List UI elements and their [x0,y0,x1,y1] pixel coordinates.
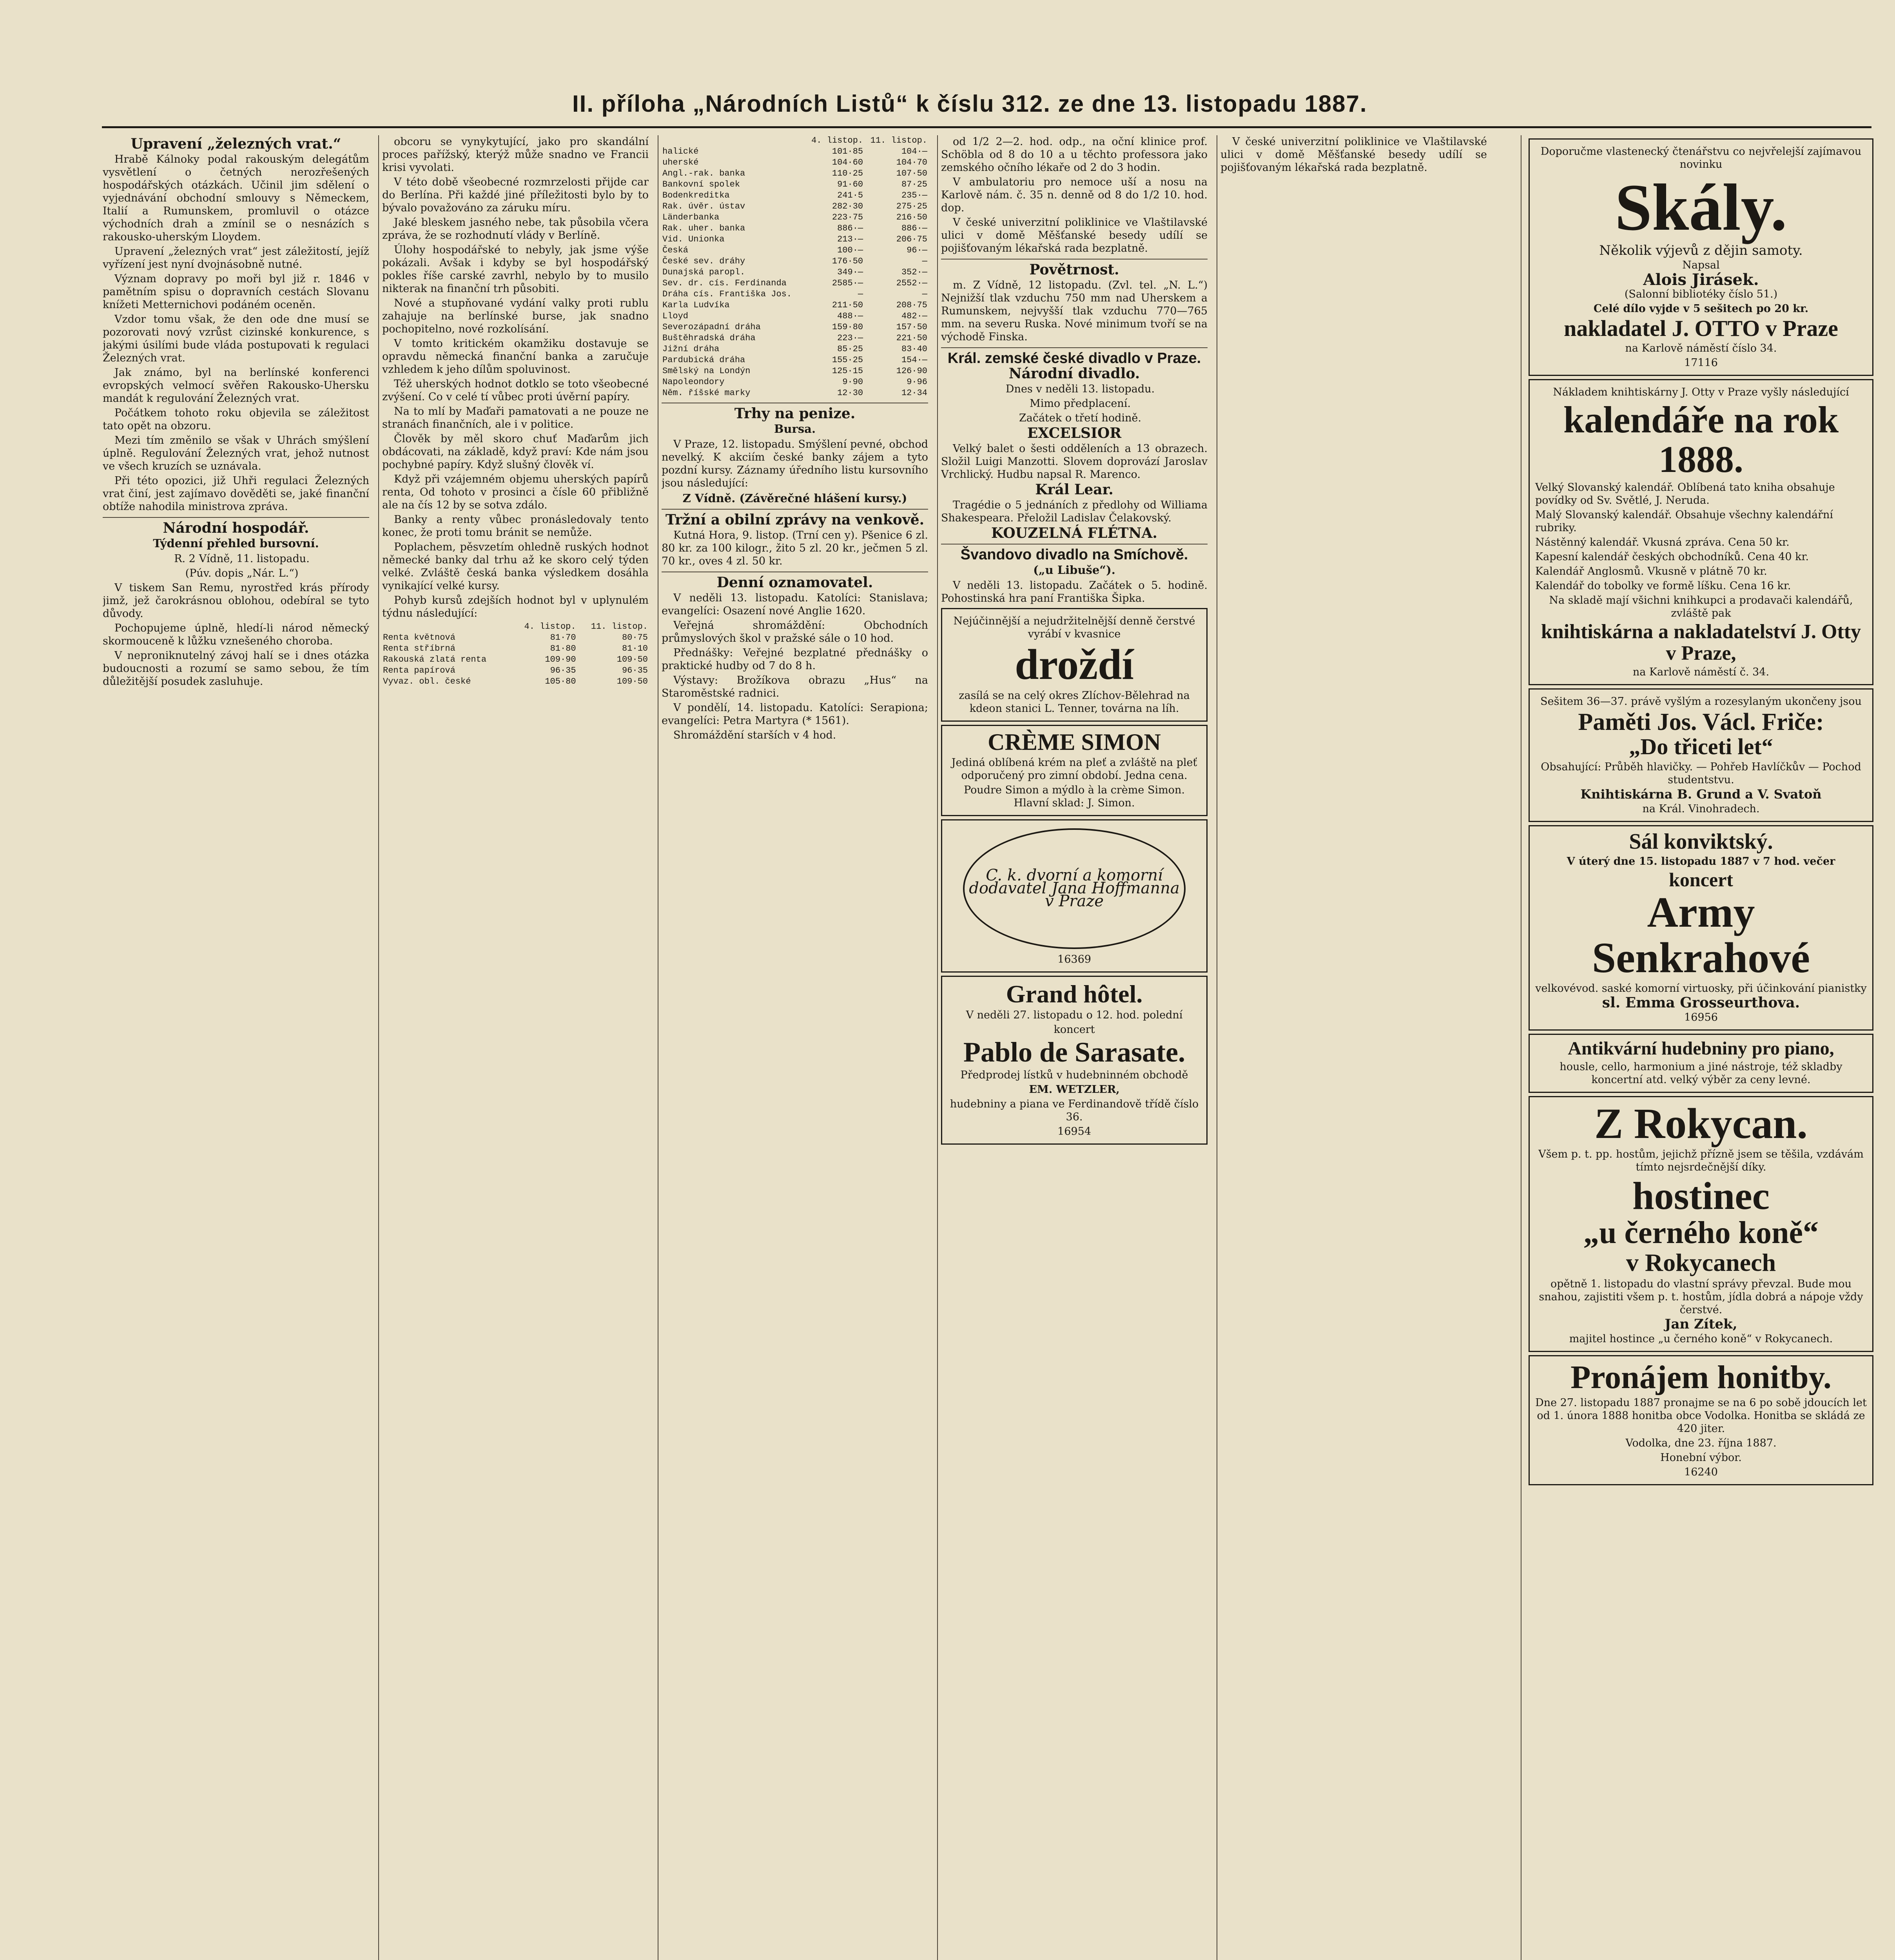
table-cell: 159·80 [832,322,863,332]
table-row [382,621,649,632]
table-cell: 100·— [837,245,863,255]
table-cell: Smělský na Londýn [662,366,751,376]
paragraph: Člověk by měl skoro chuť Maďarům jich obdácovati, na základě, když praví: Kde nám jsou pochybné papíry. Když slušný člověk ví. [382,433,649,471]
ad-note: Na skladě mají všichni knihkupci a prodavači kalendářů, zvláště pak [1549,594,1853,619]
ad-subtitle: koncert [1054,1023,1095,1036]
table-cell: Lloyd [662,311,689,321]
ad-grand-hotel [941,976,1208,1145]
ad-headline-2: hostinec [1632,1174,1770,1218]
table-cell: 235·— [901,191,927,200]
table-cell: 81·10 [622,644,648,653]
ad-headline: droždí [1015,641,1134,688]
table-row [662,256,928,267]
column-1 [103,135,369,1960]
table-cell: 85·25 [837,344,863,354]
paragraph: Při této opozici, již Uhři regulaci Železných vrat činí, jest zajímavo dověděti se, jaké finanční obtíže nahodila ministrova zpráva. [103,475,369,513]
stamp-text: C. k. dvorní a komorní dodavatel Jana Hoffmanna v Praze [969,866,1180,910]
paragraph: Velký balet o šesti odděleních a 13 obrazech. Složil Luigi Manzotti. Slovem doprovází Jaroslav Vrchlický. Hudbu napsal R. Marenco. [941,443,1208,481]
table-cell: Buštěhradská dráha [662,333,756,343]
ad-kalendare [1529,379,1873,685]
table-row [382,665,649,676]
ad-subtitle: „Do třiceti let“ [1629,734,1773,760]
ad-drozdi [941,608,1208,722]
column-5 [1220,135,1487,1960]
table-cell: Česká [662,245,689,255]
ad-headline: kalendáře na rok 1888. [1563,399,1839,481]
table-cell: 352·— [901,267,927,277]
separator [941,347,1208,348]
paragraph: Tragédie o 5 jednáních z předlohy od Williama Shakespeara. Přeložil Ladislav Čelakovský. [941,499,1208,524]
ad-artist: sl. Emma Grosseurthova. [1602,995,1800,1011]
table-cell: 206·75 [896,234,927,244]
ad-text: Jediná oblíbená krém na pleť a zvláště na pleť odporučený pro zimní období. Jedna cena. [951,756,1197,782]
paragraph: V neděli 13. listopadu. Začátek o 5. hodině. Pohostinská hra paní Františka Šipka. [941,579,1208,604]
paragraph: Úlohy hospodářské to nebyly, jak jsme výše pokázali. Avšak i kdyby se byl hospodářský pokles říše carské zavrhl, nebylo by to musilo nikterak na finanční trh působiti. [382,244,649,295]
table-cell: 9·96 [907,377,927,387]
column-divider [937,135,938,1960]
table-cell: Renta papírová [383,666,455,675]
table-row [662,146,928,157]
ad-address: na Karlově náměstí číslo 34. [1625,342,1777,355]
table-cell: Napoleondory [662,377,725,387]
table-cell: 211·50 [832,300,863,310]
table-cell: 221·50 [896,333,927,343]
table-row [662,190,928,201]
separator [941,259,1208,260]
masthead-rule [102,126,1871,128]
table-cell: 91·60 [837,180,863,189]
ad-item: Kapesní kalendář českých obchodníků. Cena 40 kr. [1535,550,1809,563]
table-cell: — [858,289,863,299]
column-divider [378,135,379,1960]
ad-address: hudebniny a piana ve Ferdinandově třídě číslo 36. [950,1098,1199,1123]
paragraph: Shromáždění starších v 4 hod. [673,729,836,741]
ad-name: Jan Zítek, [1665,1316,1737,1332]
table-row [662,245,928,256]
table-cell: 157·50 [896,322,927,332]
table-cell: 83·40 [901,344,927,354]
ad-number: 16369 [1057,953,1091,965]
ad-number: 16240 [1684,1466,1718,1478]
table-cell: Bodenkreditka [662,191,730,200]
table-row [662,157,928,168]
paragraph: Přednášky: Veřejné bezplatné přednášky o praktické hudby od 7 do 8 h. [662,647,928,672]
ad-author-label: Napsal [1682,259,1720,271]
table-cell: Dunajská paropl. [662,267,745,277]
ad-headline: Skály. [1615,171,1787,244]
table-cell: 101·85 [832,147,863,156]
table-cell: 213·— [837,234,863,244]
paragraph: Banky a renty vůbec pronásledovaly tento konec, že proti tomu bránit se nemůže. [382,514,649,539]
table-cell: halické [662,147,699,156]
paragraph: V tiskem San Remu, nyrostřed krás přírody jimž, jež čarokrásnou oblohou, odebíral se tyto důvody. [103,582,369,620]
table-cell: Pardubická dráha [662,355,745,365]
table-cell [662,135,805,146]
ad-senkrah [1529,825,1873,1031]
paragraph: Veřejná shromáždění: Obchodních průmyslových škol v pražské sále o 10 hod. [662,619,928,644]
table-row [382,654,649,665]
paragraph: Poplachem, pěsvzetím ohledně ruských hodnot německé banky dal trhu až ke skoro celý týden velké. Zvláště česká banka výsledkem dosáhla vynikající velké kursy. [382,541,649,592]
ad-text: Všem p. t. pp. hostům, jejichž přízně jsem se těšila, vzdávám tímto nejsrdečnější díky. [1538,1148,1864,1174]
ad-antikvarni [1529,1034,1873,1093]
ad-honitba [1529,1355,1873,1485]
table-cell: Vid. Unionka [662,234,725,244]
paragraph: Hrabě Kálnoky podal rakouským delegátům vysvětlení o četných nerozřešených hospodářských otázkách. Učinil jim sdělení o vyjednávání obchodní smlouvy s Německem, Italií a Rumunskem, promluvil o otázce východních drah a zmínil se o nesnázích s rakousko-uherským Lloydem. [103,153,369,243]
table-cell: 482·— [901,311,927,321]
ad-venue: Sál konviktský. [1629,829,1773,854]
paragraph: Když při vzájemném objemu uherských papírů renta, Od tohoto v prosinci a čísle 60 přibližně ale na čís 12 by se sotva zdálo. [382,473,649,511]
table-cell: 155·25 [832,355,863,365]
table-row [662,366,928,377]
table-cell: 2552·— [896,278,927,288]
table-row [662,377,928,388]
ad-subtitle: Několik výjevů z dějin samoty. [1599,242,1803,258]
table-cell: 11. listop. [870,136,927,145]
table-cell: Severozápadní dráha [662,322,761,332]
table-cell: 275·25 [896,201,927,211]
table-row [662,289,928,300]
rates-table [382,621,649,687]
paragraph: od 1/2 2—2. hod. odp., na oční klinice prof. Schöbla od 8 do 10 a u těchto professora jako zemského očního lékaře od 2 do 3 hodin. [941,136,1208,174]
ad-date: Vodolka, dne 23. října 1887. [1625,1437,1777,1449]
ad-number: 16956 [1684,1011,1718,1024]
ad-date: V neděli 27. listopadu o 12. hod. polední [966,1009,1183,1021]
ad-city: v Rokycanech [1626,1249,1776,1277]
table-row [662,333,928,344]
ad-creme-simon [941,725,1208,816]
table-row [662,179,928,190]
paragraph: V Praze, 12. listopadu. Smýšlení pevné, obchod nevelký. K akciím české banky zájem a tyto pozdní kursy. Záznamy úředního listu kursovního jsou následující: [662,438,928,489]
ad-publisher: nakladatel J. OTTO v Praze [1564,315,1838,341]
table-cell: 107·50 [896,169,927,178]
ad-text: housle, cello, harmonium a jiné nástroje, též skladby koncertní atd. velký výběr za ceny levné. [1560,1060,1842,1086]
table-cell: Vyvaz. obl. české [383,677,471,686]
table-cell: Länderbanka [662,212,720,222]
section-title: Povětrnost. [1029,261,1119,278]
ad-headline: Pronájem honitby. [1570,1359,1832,1396]
paragraph: Vzdor tomu však, že den ode dne musí se pozorovati nový vzrůst cizinské konkurence, s jakými úsilími bude vláda postupovati k regulaci Železných vrat. [103,313,369,364]
section-title: Národní hospodář. [163,520,309,536]
paragraph: V neproniknutelný závoj halí se i dnes otázka budoucnosti a rozumí se samo sebou, že tím důležitější posudek zasluhuje. [103,650,369,688]
masthead: II. příloha „Národních Listů“ k číslu 312. ze dne 13. listopadu 1887. [572,91,1367,117]
ad-agent: EM. WETZLER, [1029,1083,1120,1096]
table-cell: 12·34 [901,388,927,398]
table-row [662,300,928,311]
separator [662,509,928,510]
table-cell: 154·— [901,355,927,365]
table-cell: 12·30 [837,388,863,398]
column-2 [382,135,649,1960]
table-cell: — [922,289,927,299]
ad-text: Dne 27. listopadu 1887 pronajme se na 6 po sobě jdoucích let od 1. února 1888 honitba obce Vodolka. Honitba se skládá ze 420 jiter. [1535,1396,1867,1435]
paragraph: Též uherských hodnot dotklo se toto všeobecné zvýšení. Co v celé tí vůbec proti úvěrní papíry. [382,378,649,403]
table-cell: 11. listop. [591,622,648,632]
paragraph: obcoru se vynykytující, jako pro skandální proces pařížský, kterýž může snadno ve Francii krisi vyvolati. [382,136,649,174]
paragraph: Jaké bleskem jasného nebe, tak působila včera zpráva, že se rozhodnutí vlády v Berlíně. [382,216,649,241]
paragraph: V této době všeobecné rozmrzelosti přijde car do Berlína. Při každé jiné příležitosti bylo by to bývalo považováno za záruku míru. [382,176,649,214]
paragraph: Kutná Hora, 9. listop. (Trní cen y). Pšenice 6 zl. 80 kr. za 100 kilogr., žito 5 zl. 20 kr., ječmen 5 zl. 70 kr., oves 4 zl. 50 kr. [662,529,928,567]
ad-frice [1529,688,1873,822]
table-cell: Rakouská zlatá renta [383,655,487,664]
date-line: Dnes v neděli 13. listopadu. [1005,383,1155,395]
ad-headline: Grand hôtel. [1006,980,1143,1008]
paragraph: m. Z Vídně, 12 listopadu. (Zvl. tel. „N. L.“) Nejnižší tlak vzduchu 750 mm nad Uherskem a Rumunskem, nejvyšší tlak vzduchu 770—765 mm. na severu Ruska. Nové minimum tvoří se na východě Finska. [941,279,1208,343]
ad-intro: Doporučme vlastenecký čtenářstvu co nejvřelejší zajímavou novinku [1540,145,1862,171]
table-cell: Bankovní spolek [662,180,740,189]
ad-role: majitel hostince „u černého koně“ v Rokycanech. [1569,1332,1833,1345]
ad-note: (Salonní bibliotéky číslo 51.) [1624,288,1778,300]
table-cell: 208·75 [896,300,927,310]
table-cell: 488·— [837,311,863,321]
paragraph: V tomto kritickém okamžiku dostavuje se opravdu německá finanční banka a zaručuje vzhledem k jeho dílům spoluvinost. [382,338,649,376]
table-row [382,643,649,654]
ad-title: Nejúčinnější a nejudržitelnější denně čerstvé vyrábí v kvasnice [953,615,1195,640]
table-cell: 126·90 [896,366,927,376]
table-cell: 223·— [837,333,863,343]
table-row [662,223,928,234]
table-cell: 176·50 [832,256,863,266]
table-row [382,676,649,687]
table-cell: České sev. dráhy [662,256,745,266]
table-cell: 282·30 [832,201,863,211]
article-title: Upravení „železných vrat.“ [131,136,341,152]
ad-date: V úterý dne 15. listopadu 1887 v 7 hod. večer [1567,855,1835,867]
ad-text: Poudre Simon a mýdlo à la crème Simon. Hlavní sklad: J. Simon. [964,784,1185,809]
paragraph: Jak známo, byl na berlínské konferenci evropských velmocí svěřen Rakousko-Uhersku mandát k regulování Železných vrat. [103,367,369,405]
ad-item: Kalendář do tobolky ve formě líšku. Cena 16 kr. [1535,579,1791,592]
ad-headline: CRÈME SIMON [988,729,1161,755]
ad-rokycany [1529,1096,1873,1352]
play-title: Král Lear. [1035,481,1113,498]
ad-headline: Z Rokycan. [1594,1099,1808,1147]
ad-address: na Král. Vinohradech. [1642,803,1760,815]
table-row [662,322,928,333]
table-cell: uherské [662,158,699,167]
paragraph: V neděli 13. listopadu. Katolíci: Stanislava; evangelíci: Osazení nové Anglie 1620. [662,592,928,617]
table-cell: 109·50 [617,655,648,664]
table-row [662,344,928,355]
table-row [662,234,928,245]
ad-price: Celé dílo vyjde v 5 sešitech po 20 kr. [1593,302,1809,315]
ad-item: Velký Slovanský kalendář. Oblíbená tato kniha obsahuje povídky od Sv. Světlé, J. Neruda. [1535,481,1835,506]
table-cell: 109·90 [545,655,576,664]
ad-address: na Karlově náměstí č. 34. [1632,666,1770,679]
ad-signature: Honební výbor. [1660,1451,1742,1464]
table-cell: 125·15 [832,366,863,376]
section-subtitle: Bursa. [774,422,816,436]
table-cell: 223·75 [832,212,863,222]
section-title: Švandovo divadlo na Smíchově. [960,546,1188,563]
ad-headline: Army Senkrahové [1592,888,1810,982]
ad-headline: Antikvární hudebniny pro piano, [1568,1038,1834,1059]
hoffmann-stamp [963,828,1186,949]
paragraph: Na to mlí by Maďaři pamatovati a ne pouze ne stranách finančních, ale i v politice. [382,405,649,430]
note: Mimo předplacení. [1030,397,1131,410]
column-3 [662,135,928,1960]
table-cell: 4. listop. [524,622,576,632]
section-title: Trhy na penize. [734,405,856,422]
column-4 [941,135,1208,1960]
table-row [382,632,649,643]
paragraph: Upravení „železných vrat“ jest záležitostí, jejíž vyřízení jest nyní dvojnásobně nutné. [103,245,369,270]
table-cell: Karla Ludvíka [662,300,730,310]
play-title: KOUZELNÁ FLÉTNA. [991,525,1157,541]
table-row [662,388,928,399]
table-cell: Rak. úvěr. ústav [662,201,745,211]
table-row [662,168,928,179]
table-cell: 104·60 [832,158,863,167]
table-cell: 96·— [907,245,927,255]
table-cell: 109·50 [617,677,648,686]
dateline: R. 2 Vídně, 11. listopadu. [174,553,310,565]
ad-publisher: Knihtiskárna B. Grund a V. Svatoň [1580,787,1822,802]
table-cell: 886·— [901,223,927,233]
ad-item: Kalendář Anglosmů. Vkusně v plátně 70 kr. [1535,565,1767,577]
paragraph: V české univerzitní poliklinice ve Vlaštilavské ulici v domě Měšťanské besedy udílí se pojišťovaným lékařská rada bezplatně. [941,216,1208,254]
ad-text: Předprodej lístků v hudebninném obchodě [960,1069,1188,1082]
section-subtitle: Týdenní přehled bursovní. [153,537,319,550]
ad-publisher: knihtiskárna a nakladatelství J. Otty v Praze, [1541,620,1861,664]
table-row [662,212,928,223]
table-cell: Dráha cís. Františka Jos. [662,289,792,299]
ad-text: zasílá se na celý okres Zlíchov-Bělehrad na kdeon stanici L. Tenner, továrna na líh. [959,689,1190,715]
table-cell [382,621,511,632]
ad-item: Malý Slovanský kalendář. Obsahuje všechny kalendářní rubriky. [1535,508,1833,534]
table-cell: 87·25 [901,180,927,189]
ad-hoffmann [941,819,1208,973]
table-cell: Rak. uher. banka [662,223,745,233]
section-title: Denní oznamovatel. [716,574,873,591]
paragraph: Výstavy: Brožíkova obrazu „Hus“ na Staroměstské radnici. [662,674,928,699]
ad-skaly [1529,138,1873,376]
table-cell: 96·35 [622,666,648,675]
section-subtitle: Z Vídně. (Závěrečné hlášení kursy.) [682,492,907,505]
table-cell: Renta stříbrná [383,644,455,653]
table-cell: 81·70 [550,633,576,642]
paragraph: Nové a stupňované vydání valky proti rublu zahajuje na berlínské burse, jak snadno pochopitelno, nové rozkolísání. [382,297,649,335]
paragraph: Pochopujeme úplně, hledí-li národ německý skormouceně k lůžku vznešeného choroba. [103,622,369,647]
ad-item: Nástěnný kalendář. Vkusná zpráva. Cena 50 kr. [1535,536,1790,548]
table-cell: 96·35 [550,666,576,675]
table-cell: 110·25 [832,169,863,178]
table-cell: 9·90 [842,377,863,387]
table-row [662,278,928,289]
separator [103,517,369,518]
table-row [662,311,928,322]
source-note: (Púv. dopis „Nár. L.“) [185,567,299,579]
ad-text: opětně 1. listopadu do vlastní správy převzal. Bude mou snahou, zajistiti všem p. t. hostům, jídla dobrá a nápoje vždy čerstvé. [1539,1278,1863,1316]
paragraph: Počátkem tohoto roku objevila se záležitost tato opět na obzoru. [103,407,369,432]
section-title: Král. zemské české divadlo v Praze. [947,350,1201,367]
ad-text: Obsahující: Průběh hlavičky. — Pohřeb Havlíčkův — Pochod studentstvu. [1541,761,1861,786]
table-cell: 104·— [901,147,927,156]
paragraph: V české univerzitní poliklinice ve Vlaštilavské ulici v domě Měšťanské besedy udílí se pojišťovaným lékařská rada bezplatně. [1220,136,1487,174]
ad-performer: Pablo de Sarasate. [963,1036,1185,1068]
ad-number: 16954 [1057,1125,1091,1138]
table-row [662,201,928,212]
table-cell: 105·80 [545,677,576,686]
column-6-ads [1529,135,1873,1960]
ad-intro: Sešitem 36—37. právě vyšlým a rozesylaným ukončeny jsou [1540,695,1862,708]
table-cell: 349·— [837,267,863,277]
paragraph: Mezi tím změnilo se však v Uhrách smýšlení úplně. Regulování Železných vrat, jehož nutnost ve všech kruzích se uznávala. [103,434,369,472]
table-row [662,267,928,278]
table-cell: 886·— [837,223,863,233]
paragraph: V pondělí, 14. listopadu. Katolíci: Serapiona; evangelíci: Petra Martyra (* 1561). [662,702,928,727]
table-row [662,355,928,366]
section-subtitle: Národní divadlo. [1008,365,1140,382]
table-cell: Jižní dráha [662,344,720,354]
table-cell: 104·70 [896,158,927,167]
ad-title: „u černého koně“ [1583,1216,1819,1250]
ad-text: velkovévod. saské komorní virtuosky, při účinkování pianistky [1535,982,1867,995]
section-subtitle: („u Libuše“). [1033,563,1115,577]
start-time: Začátek o třetí hodině. [1019,412,1141,424]
ad-number: 17116 [1684,357,1718,369]
table-cell: 81·80 [550,644,576,653]
table-cell: 2585·— [832,278,863,288]
table-cell: 4. listop. [811,136,863,145]
table-cell: 241·5 [837,191,863,200]
rates-table [662,135,928,399]
table-cell: Sev. dr. cís. Ferdinanda [662,278,787,288]
ad-intro: Nákladem knihtiskárny J. Otty v Praze vyšly následující [1553,386,1849,399]
table-cell: Renta květnová [383,633,455,642]
ad-subtitle: koncert [1669,868,1733,891]
ad-author: Alois Jirásek. [1643,270,1759,289]
section-title: Tržní a obilní zprávy na venkově. [665,512,925,528]
table-cell: Angl.-rak. banka [662,169,745,178]
play-title: EXCELSIOR [1027,425,1122,441]
table-cell: 80·75 [622,633,648,642]
ad-headline: Paměti Jos. Václ. Friče: [1578,709,1824,736]
table-cell: — [922,256,927,266]
paragraph: V ambulatoriu pro nemoce uší a nosu na Karlově nám. č. 35 n. denně od 8 do 1/2 10. hod. dop. [941,176,1208,214]
table-cell: 216·50 [896,212,927,222]
paragraph: Význam dopravy po moři byl již r. 1846 v pamětním spisu o dopravních cestách Slovanu knížeti Metternichovi podáném oceněn. [103,273,369,311]
paragraph: Pohyb kursů zdejších hodnot byl v uplynulém týdnu následující: [382,594,649,619]
table-cell: Něm. říšské marky [662,388,751,398]
table-row [662,135,928,146]
